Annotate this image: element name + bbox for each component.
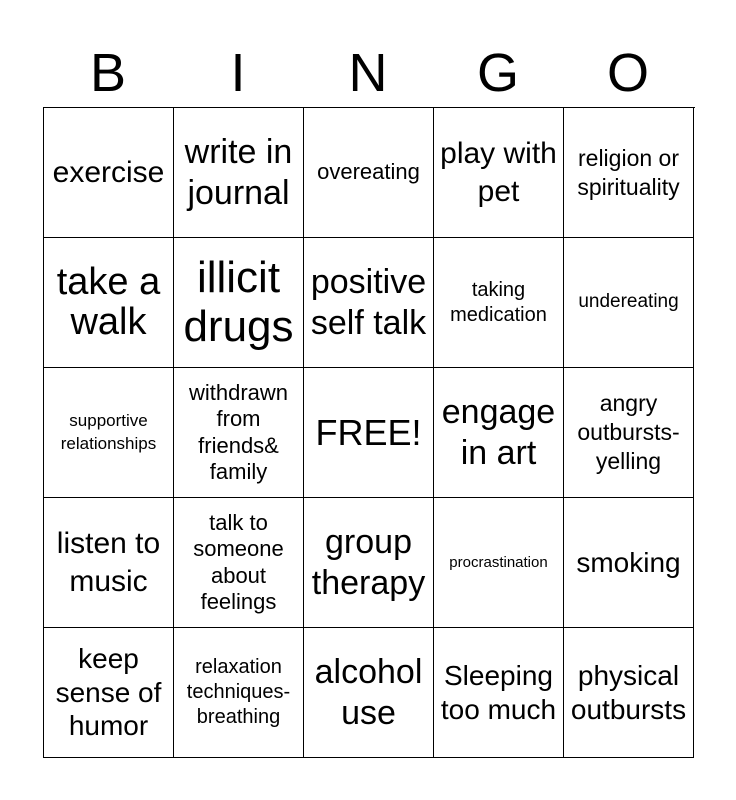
bingo-cell[interactable] bbox=[44, 498, 174, 628]
cell-text: alcohol use bbox=[314, 652, 423, 732]
bingo-cell[interactable] bbox=[564, 368, 694, 498]
header-letter-n: N bbox=[348, 43, 388, 103]
bingo-cell[interactable] bbox=[174, 628, 304, 758]
cell-text: smoking bbox=[576, 546, 681, 578]
cell-text: positive self talk bbox=[310, 262, 427, 342]
bingo-cell[interactable] bbox=[434, 628, 564, 758]
bingo-cell[interactable] bbox=[174, 498, 304, 628]
cell-text: withdrawn from friends& family bbox=[188, 379, 289, 484]
cell-text: listen to music bbox=[56, 527, 161, 598]
header-letter-o: O bbox=[606, 43, 649, 103]
cell-text: talk to someone about feelings bbox=[193, 509, 284, 614]
bingo-cell[interactable] bbox=[174, 368, 304, 498]
bingo-board bbox=[43, 107, 695, 758]
cell-text: Sleeping too much bbox=[440, 659, 557, 725]
bingo-cell[interactable] bbox=[304, 238, 434, 368]
cell-text: engage in art bbox=[441, 392, 556, 472]
cell-text: illicit drugs bbox=[183, 253, 294, 351]
cell-text: group therapy bbox=[311, 522, 426, 602]
bingo-cell[interactable] bbox=[304, 108, 434, 238]
cell-text: supportive relationships bbox=[60, 411, 157, 453]
cell-text: keep sense of humor bbox=[55, 643, 162, 742]
header-letter-b: B bbox=[89, 43, 127, 103]
bingo-cell[interactable] bbox=[564, 628, 694, 758]
free-space-cell[interactable] bbox=[304, 368, 434, 498]
cell-text: religion or spirituality bbox=[577, 144, 680, 200]
bingo-cell[interactable] bbox=[174, 238, 304, 368]
bingo-cell[interactable] bbox=[434, 368, 564, 498]
bingo-cell[interactable] bbox=[44, 108, 174, 238]
bingo-cell[interactable] bbox=[564, 108, 694, 238]
bingo-cell[interactable] bbox=[44, 368, 174, 498]
bingo-cell[interactable] bbox=[44, 628, 174, 758]
bingo-cell[interactable] bbox=[434, 498, 564, 628]
header-letter-i: I bbox=[230, 43, 246, 103]
cell-text: play with pet bbox=[440, 137, 557, 208]
bingo-cell[interactable] bbox=[434, 238, 564, 368]
cell-text: taking medication bbox=[450, 278, 547, 326]
bingo-cell[interactable] bbox=[304, 498, 434, 628]
bingo-cell[interactable] bbox=[304, 628, 434, 758]
header-letter-g: G bbox=[476, 43, 519, 103]
bingo-cell[interactable] bbox=[434, 108, 564, 238]
bingo-header bbox=[43, 40, 693, 106]
cell-text: exercise bbox=[52, 155, 165, 189]
cell-text: overeating bbox=[317, 159, 420, 185]
free-space-text: FREE! bbox=[315, 411, 422, 453]
cell-text: relaxation techniques-breathing bbox=[186, 656, 291, 728]
cell-text: angry outbursts-yelling bbox=[577, 390, 680, 474]
bingo-cell[interactable] bbox=[174, 108, 304, 238]
cell-text: take a walk bbox=[56, 260, 161, 343]
cell-text: write in journal bbox=[184, 132, 293, 212]
cell-text: undereating bbox=[578, 291, 679, 313]
cell-text: physical outbursts bbox=[570, 659, 687, 725]
bingo-cell[interactable] bbox=[564, 238, 694, 368]
bingo-cell[interactable] bbox=[564, 498, 694, 628]
cell-text: procrastination bbox=[449, 553, 548, 571]
bingo-cell[interactable] bbox=[44, 238, 174, 368]
